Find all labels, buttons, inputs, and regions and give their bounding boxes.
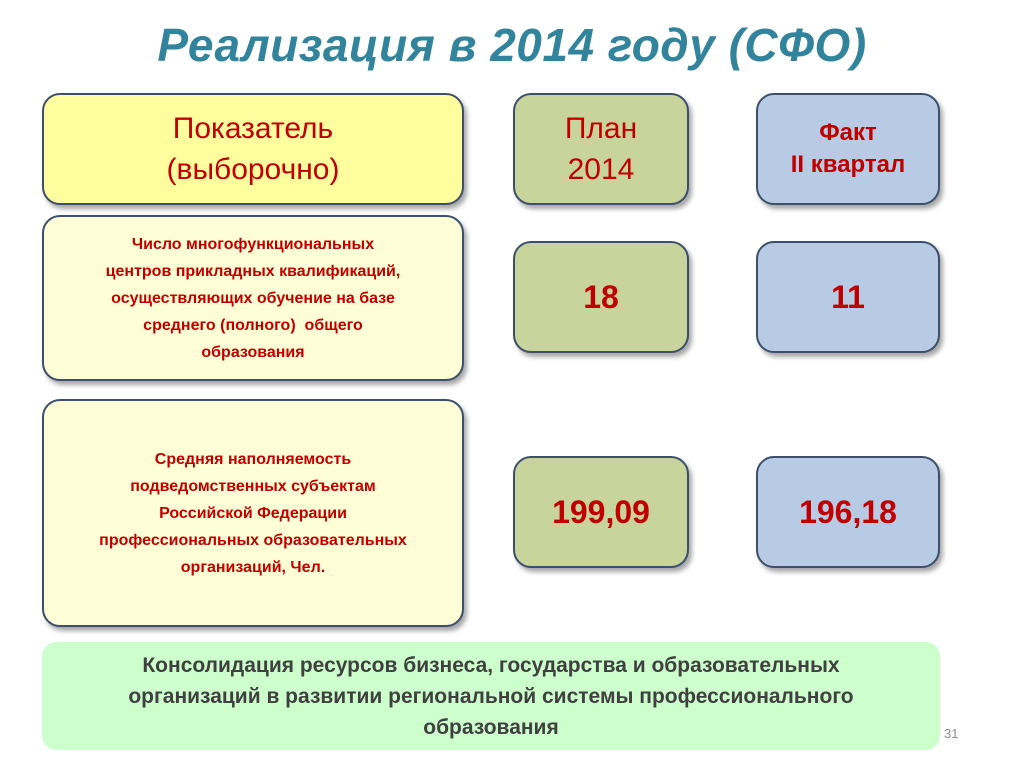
row1-desc-line4: среднего (полного) общего bbox=[143, 316, 363, 334]
row1-fact-value: 11 bbox=[831, 278, 865, 315]
row2-desc-line3: Российской Федерации bbox=[159, 504, 347, 522]
fact-header-line2: II квартал bbox=[790, 151, 906, 178]
row2-description-box bbox=[42, 399, 464, 627]
indicator-header-line1: Показатель bbox=[172, 112, 334, 145]
fact-header-line1: Факт bbox=[819, 119, 877, 146]
row1-desc-line1: Число многофункциональных bbox=[131, 235, 375, 253]
row1-desc-line3: осуществляющих обучение на базе bbox=[111, 289, 395, 307]
indicator-header-line2: (выборочно) bbox=[166, 153, 340, 186]
row2-fact-value: 196,18 bbox=[799, 493, 897, 530]
row1-desc-line5: образования bbox=[201, 343, 305, 361]
footer-banner bbox=[42, 642, 940, 750]
row1-plan-value: 18 bbox=[583, 278, 619, 315]
indicator-header-box bbox=[42, 93, 464, 205]
row2-desc-line1: Средняя наполняемость bbox=[154, 450, 352, 468]
footer-line1: Консолидация ресурсов бизнеса, государства и образовательных bbox=[142, 653, 840, 677]
footer-line2: организаций в развитии региональной системы профессионального bbox=[128, 684, 854, 708]
row1-plan-box bbox=[513, 241, 689, 353]
row2-plan-box bbox=[513, 456, 689, 568]
plan-header-box bbox=[513, 93, 689, 205]
row1-desc-line2: центров прикладных квалификаций, bbox=[105, 262, 401, 280]
fact-header-box bbox=[756, 93, 940, 205]
row2-fact-box bbox=[756, 456, 940, 568]
slide-number: 31 bbox=[944, 726, 959, 741]
row2-desc-line2: подведомственных субъектам bbox=[130, 477, 376, 495]
row2-plan-value: 199,09 bbox=[552, 493, 650, 530]
slide-title: Реализация в 2014 году (СФО) bbox=[157, 19, 867, 71]
footer-line3: образования bbox=[423, 715, 559, 739]
row2-desc-line5: организаций, Чел. bbox=[180, 558, 326, 576]
plan-header-line2: 2014 bbox=[567, 153, 635, 186]
row2-desc-line4: профессиональных образовательных bbox=[99, 531, 407, 549]
row1-fact-box bbox=[756, 241, 940, 353]
plan-header-line1: План bbox=[564, 112, 638, 145]
row1-description-box bbox=[42, 215, 464, 381]
